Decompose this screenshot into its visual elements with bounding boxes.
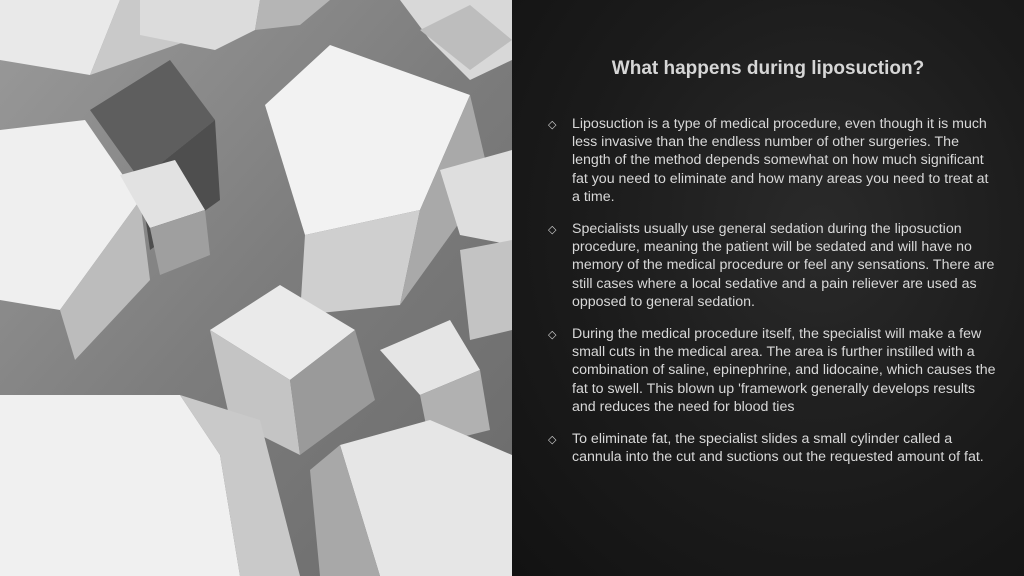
- bullet-text: Specialists usually use general sedation during the liposuction procedure, meaning the patient will be sedated and will have no memory of the medical procedure or feel any sensations. There are still cases where a local sedative and a pain reliever are used as opposed to general sedation.: [572, 221, 995, 310]
- bullet-item: [548, 430, 998, 466]
- bullet-item: [548, 325, 998, 416]
- diamond-outline-icon: ◇: [548, 433, 557, 447]
- diamond-outline-icon: ◇: [548, 328, 557, 342]
- bullet-item: [548, 220, 998, 311]
- bullet-text: Liposuction is a type of medical procedure, even though it is much less invasive than the endless number of other surgeries. The length of the method depends somewhat on how much significant fat you need to eliminate and how many areas you need to treat at a time.: [572, 116, 989, 205]
- bullet-item: [548, 115, 998, 206]
- diamond-outline-icon: ◇: [548, 118, 557, 131]
- content-panel: [512, 0, 1024, 576]
- diamond-outline-icon: ◇: [548, 223, 557, 237]
- slide-title: What happens during liposuction?: [611, 58, 925, 79]
- bullet-text: To eliminate fat, the specialist slides a small cylinder called a cannula into the cut and suctions out the requested amount of fat.: [572, 431, 984, 466]
- bullet-text: During the medical procedure itself, the specialist will make a few small cuts in the medical area. The area is further instilled with a combination of saline, epinephrine, and lidocaine, which causes the fat to swell. This blown up 'framework generally develops results and reduces the need for blood ties: [572, 326, 996, 415]
- bullet-list: [548, 115, 998, 480]
